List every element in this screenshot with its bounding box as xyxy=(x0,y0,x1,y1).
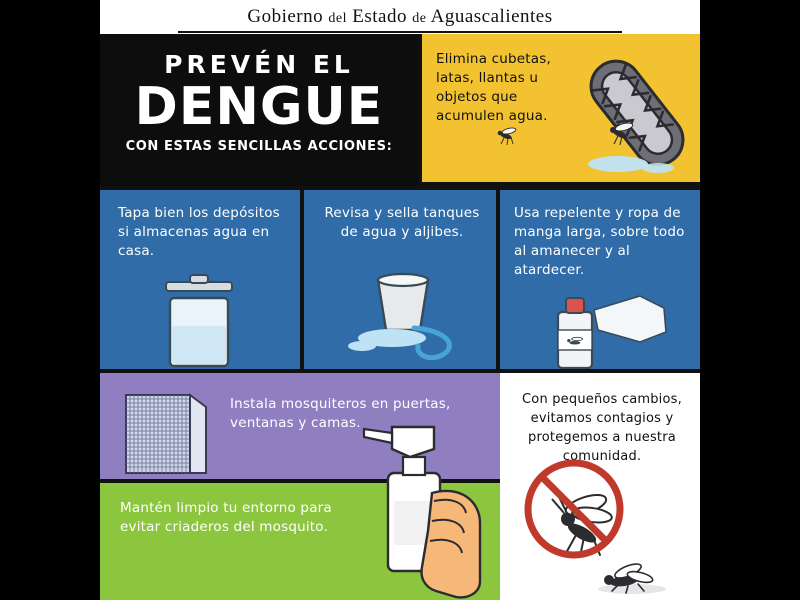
tip-panel-eliminate-containers xyxy=(418,34,700,186)
letterbox-left xyxy=(0,0,100,600)
dengue-prevention-poster xyxy=(100,0,700,600)
mosquito-net-icon xyxy=(120,391,216,477)
letterbox-right xyxy=(700,0,800,600)
closing-message-text: Con pequeños cambios, evitamos contagios y protegemos a nuestra comunidad. xyxy=(522,392,682,464)
dead-mosquito-icon xyxy=(588,559,678,599)
spray-bottle-hand-icon xyxy=(348,405,518,600)
page-title-line2: DENGUE xyxy=(134,77,384,137)
page-title-line1: PREVÉN EL xyxy=(164,50,354,79)
gov-title-estado: Estado xyxy=(352,6,407,27)
gov-title-state: Aguascalientes xyxy=(430,6,553,27)
tip-text-eliminate-containers: Elimina cubetas, latas, llantas u objetos que acumulen agua. xyxy=(436,51,551,125)
government-header xyxy=(100,0,700,34)
gov-title-de: de xyxy=(412,11,427,26)
mosquito-icon-yellow xyxy=(606,114,646,150)
repellent-spray-icon xyxy=(544,290,684,373)
tip-text-check-tanks: Revisa y sella tanques de agua y aljibes. xyxy=(324,205,480,241)
tip-panel-cover-deposits xyxy=(100,186,300,373)
tip-text-clean-environment: Mantén limpio tu entorno para evitar criaderos del mosquito. xyxy=(120,500,332,536)
mosquito-icon-yellow-2 xyxy=(494,122,524,148)
tip-panel-use-repellent xyxy=(500,186,700,373)
poster-title-panel xyxy=(100,34,418,186)
tip-panel-check-tanks xyxy=(300,186,500,373)
tire-icon xyxy=(572,48,700,178)
water-tank-hose-icon xyxy=(332,266,482,371)
tip-text-mosquito-nets: Instala mosquiteros en puertas, ventanas y camas. xyxy=(230,396,451,432)
water-container-icon xyxy=(144,268,254,373)
government-title xyxy=(247,6,552,28)
poster-title-block xyxy=(100,50,418,154)
tip-text-cover-deposits: Tapa bien los depósitos si almacenas agua en casa. xyxy=(118,205,280,260)
closing-message-panel xyxy=(500,373,700,600)
tip-text-use-repellent: Usa repelente y ropa de manga larga, sobre todo al amanecer y al atardecer. xyxy=(514,205,685,279)
header-divider xyxy=(178,31,622,33)
gov-title-main: Gobierno xyxy=(247,6,324,27)
gov-title-del: del xyxy=(328,11,347,26)
page-title-subtitle: CON ESTAS SENCILLAS ACCIONES: xyxy=(125,139,393,155)
